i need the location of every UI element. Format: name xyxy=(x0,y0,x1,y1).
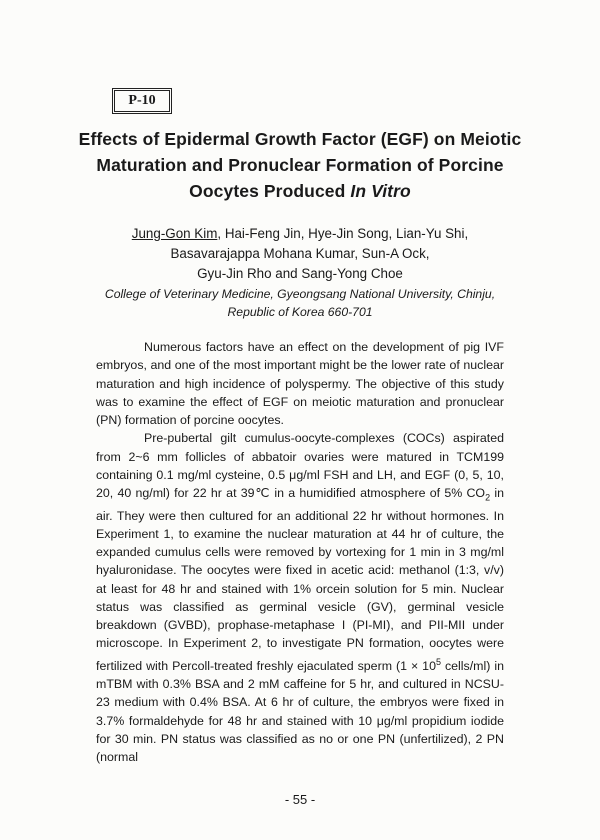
authors-line-1-rest: , Hai-Feng Jin, Hye-Jin Song, Lian-Yu Shi, xyxy=(217,226,469,241)
title-italic: In Vitro xyxy=(350,181,411,201)
affiliation xyxy=(80,285,520,321)
title-line-1: Effects of Epidermal Growth Factor (EGF) on Meiotic xyxy=(78,129,522,149)
authors-line-1 xyxy=(80,224,520,244)
authors-line-2: Basavarajappa Mohana Kumar, Sun-A Ock, xyxy=(170,246,430,261)
abstract-body xyxy=(96,338,504,766)
title-line-2: Maturation and Pronuclear Formation of Porcine xyxy=(96,155,504,175)
paragraph-2 xyxy=(96,429,504,766)
paragraph-2-part-b: in air. They were then cultured for an additional 22 hr without hormones. In Experiment 1, to examine the nuclear maturation at 44 hr of culture, the expanded cumulus cells were removed by vortexing for 1 min in 3 mg/ml hyaluronidase. The oocytes were fixed in acetic acid: methanol (1:3, v/v) at least for 48 hr and stained with 1% orcein solution for 5 min. Nuclear status was classified as germinal vesicle (GV), germinal vesicle breakdown (GVBD), prophase-metaphase I (PI-MI), and PII-MII under microscope. In Experiment 2, to investigate PN formation, oocytes were fertilized with Percoll-treated freshly ejaculated sperm (1 × 10 xyxy=(96,486,504,673)
co2-subscript: 2 xyxy=(485,492,491,503)
title-line-3-main: Oocytes Produced xyxy=(189,181,351,201)
paper-title xyxy=(60,126,540,204)
author-list xyxy=(80,224,520,284)
page-number: - 55 - xyxy=(284,792,316,807)
affiliation-line-2: Republic of Korea 660-701 xyxy=(227,305,373,319)
presenting-author: Jung-Gon Kim xyxy=(131,226,218,241)
paragraph-2-part-a: Pre-pubertal gilt cumulus-oocyte-complexes (COCs) aspirated from 2~6 mm follicles of abbatoir ovaries were matured in TCM199 containing 0.1 mg/ml cysteine, 0.5 μg/ml FSH and LH, and EGF (0, 5, 10, 20, 40 ng/ml) for 22 hr at 39℃ in a humidified atmosphere of 5% CO xyxy=(96,431,504,500)
title-line-3 xyxy=(60,178,540,204)
poster-tag: P-10 xyxy=(114,90,170,112)
paragraph-2-part-c: cells/ml) in mTBM with 0.3% BSA and 2 mM caffeine for 5 hr, and cultured in NCSU-23 medium with 0.4% BSA. At 6 hr of culture, the embryos were fixed in 3.7% formaldehyde for 48 hr and stained with 10 μg/ml propidium iodide for 30 min. PN status was classified as no or one PN (unfertilized), 2 PN (normal xyxy=(96,658,504,765)
paragraph-1: Numerous factors have an effect on the development of pig IVF embryos, and one of the most important might be the lower rate of nuclear maturation and high incidence of polyspermy. The objective of this study was to examine the effect of EGF on meiotic maturation and pronuclear (PN) formation of porcine oocytes. xyxy=(96,340,504,427)
authors-line-3: Gyu-Jin Rho and Sang-Yong Choe xyxy=(197,266,403,281)
exponent-superscript: 5 xyxy=(435,656,441,667)
affiliation-line-1: College of Veterinary Medicine, Gyeongsang National University, Chinju, xyxy=(104,287,496,301)
